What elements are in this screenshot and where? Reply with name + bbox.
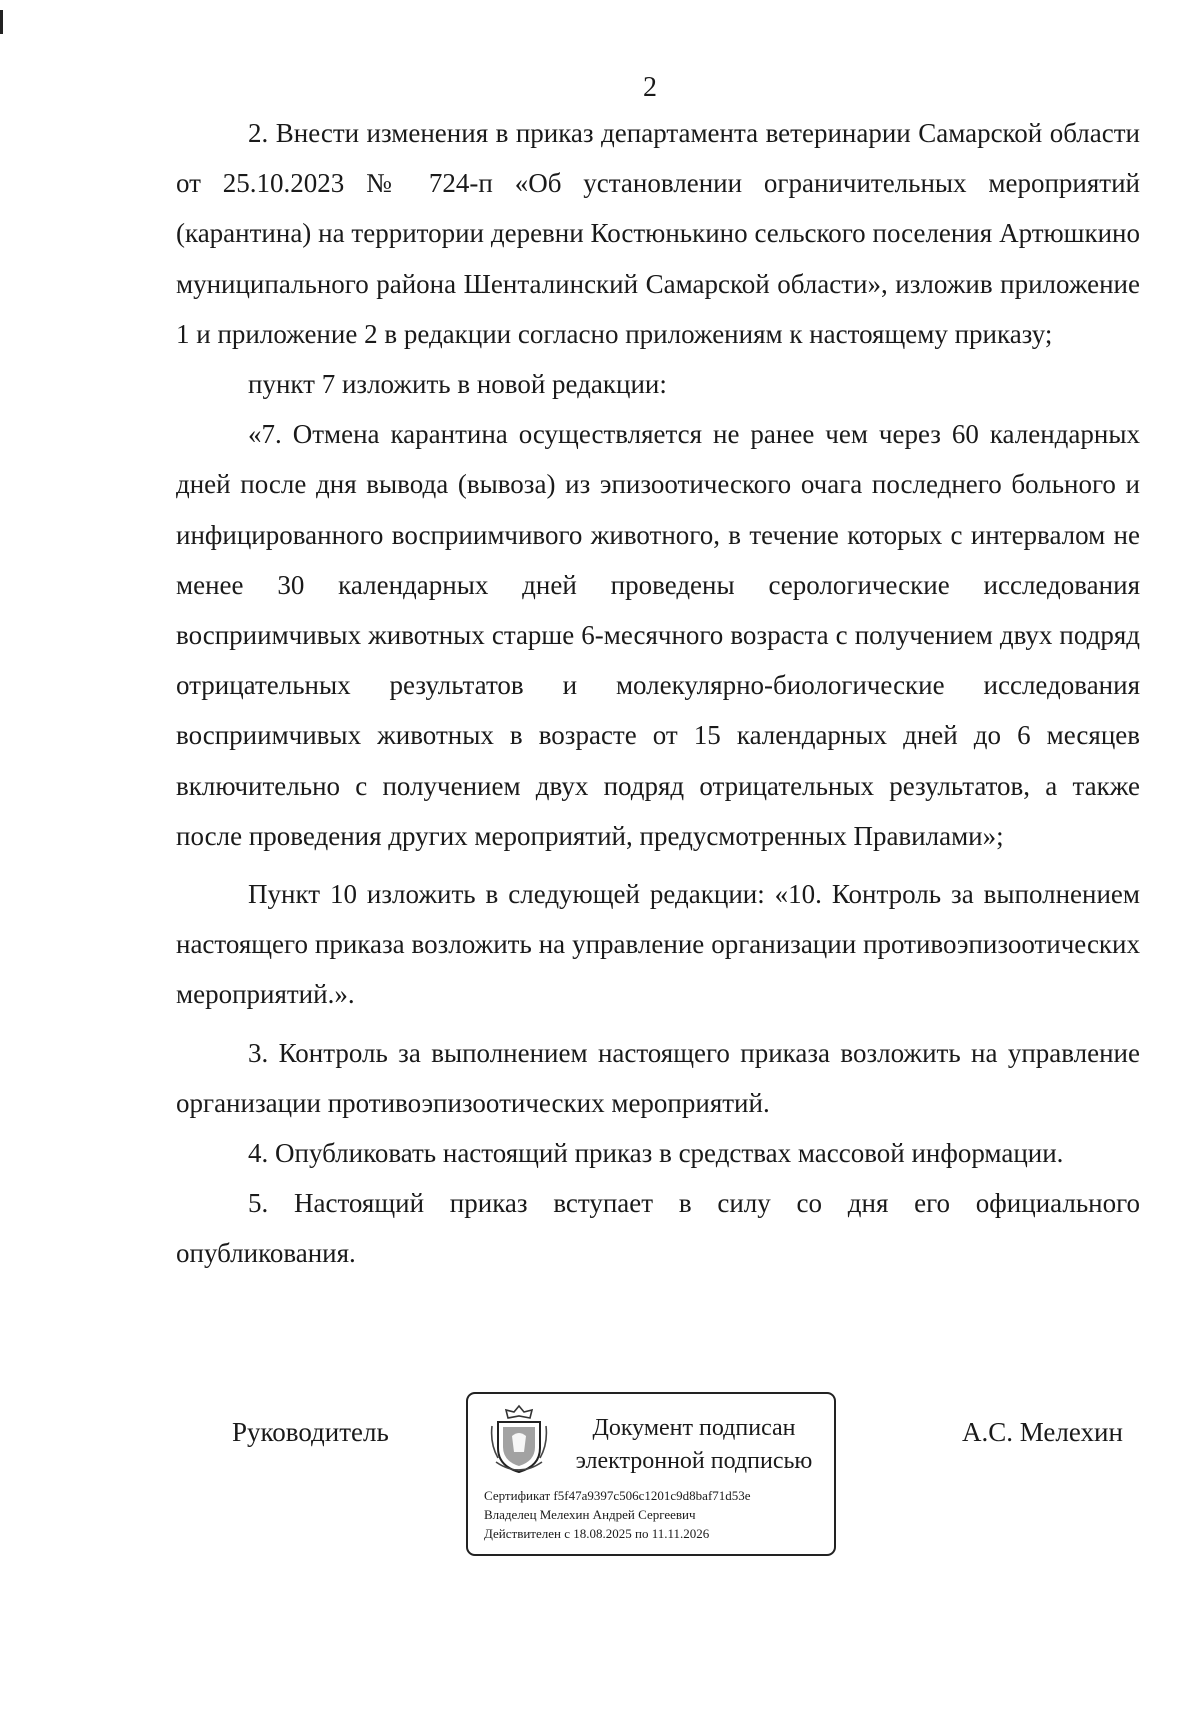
signature-block — [0, 1392, 1200, 1572]
paragraph-point-7-text: «7. Отмена карантина осуществляется не ранее чем через 60 календарных дней после дня вывода (вывоза) из эпизоотического очага последнего больного и инфицированного восприимчивого животного, в течение которых с интервалом не менее 30 календарных дней проведены серологические исследования восприимчивых животных старше 6-месячного возраста с получением двух подряд отрицательных результатов и молекулярно-биологические исследования восприимчивых животных в возрасте от 15 календарных дней до 6 месяцев включительно с получением двух подряд отрицательных результатов, а также после проведения других мероприятий, предусмотренных Правилами»; — [176, 419, 1140, 851]
paragraph-4-publish: 4. Опубликовать настоящий приказ в средствах массовой информации. — [248, 1138, 1064, 1169]
coat-of-arms-icon — [488, 1402, 550, 1476]
certificate-validity: Действителен с 18.08.2025 по 11.11.2026 — [484, 1526, 710, 1541]
stamp-heading-line1: Документ подписан — [592, 1415, 796, 1441]
certificate-number: Сертификат f5f47a9397c506c1201c9d8baf71d53e — [484, 1488, 751, 1503]
stamp-heading-line2: электронной подписью — [575, 1448, 813, 1474]
paragraph-point-10: Пункт 10 изложить в следующей редакции: «10. Контроль за выполнением настоящего приказа возложить на управление организации противоэпизоотических мероприятий.». — [176, 879, 1140, 1010]
scan-edge-mark — [0, 10, 3, 34]
stamp-details — [484, 1486, 751, 1543]
signer-title: Руководитель — [232, 1417, 389, 1447]
paragraph-3-control: 3. Контроль за выполнением настоящего приказа возложить на управление организации противоэпизоотических мероприятий. — [176, 1037, 1140, 1118]
paragraph-2-amendment: 2. Внести изменения в приказ департамента ветеринарии Самарской области от 25.10.2023 № 724-п «Об установлении ограничительных мероприятий (карантина) на территории деревни Костюнькино сельского поселения Артюшкино муниципального района Шенталинский Самарской области», изложив приложение 1 и приложение 2 в редакции согласно приложениям к настоящему приказу; — [176, 118, 1140, 349]
paragraph-5-effect: 5. Настоящий приказ вступает в силу со дня его официального опубликования. — [176, 1188, 1140, 1269]
electronic-signature-stamp — [466, 1392, 836, 1556]
signer-name: А.С. Мелехин — [962, 1417, 1123, 1447]
stamp-heading — [566, 1412, 822, 1478]
page-number: 2 — [643, 72, 657, 103]
certificate-owner: Владелец Мелехин Андрей Сергеевич — [484, 1507, 696, 1522]
paragraph-point-7-intro: пункт 7 изложить в новой редакции: — [248, 369, 667, 400]
document-body — [176, 108, 1140, 1279]
